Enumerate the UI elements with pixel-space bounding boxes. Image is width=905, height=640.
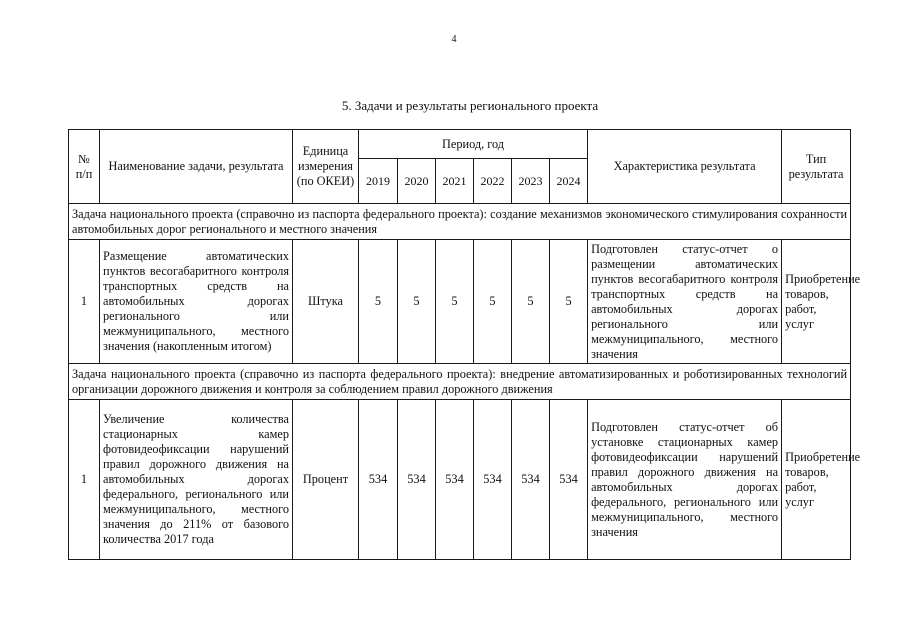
header-name: Наименование задачи, результата	[100, 130, 293, 204]
header-year: 2019	[359, 159, 398, 204]
result-type: Приобретение товаров, работ, услуг	[782, 240, 851, 364]
header-type: Тип результата	[782, 130, 851, 204]
result-value: 5	[436, 240, 474, 364]
result-type: Приобретение товаров, работ, услуг	[782, 400, 851, 560]
result-value: 534	[398, 400, 436, 560]
header-year: 2020	[398, 159, 436, 204]
result-row	[69, 240, 851, 364]
header-year: 2024	[550, 159, 588, 204]
page-number: 4	[451, 34, 457, 45]
result-name: Увеличение количества стационарных камер фотовидеофиксации нарушений правил дорожного движения на автомобильных дорогах федерального, регионального или межмуниципального, местного значения до 211% от базового количества 2017 года	[100, 400, 293, 560]
header-year: 2022	[474, 159, 512, 204]
result-value: 534	[474, 400, 512, 560]
result-unit: Штука	[293, 240, 359, 364]
header-unit: Единица измерения (по ОКЕИ)	[293, 130, 359, 204]
header-year: 2023	[512, 159, 550, 204]
result-characteristic: Подготовлен статус-отчет об установке стационарных камер фотовидеофиксации нарушений правил дорожного движения на автомобильных дорогах федерального, регионального или межмуниципального, местного значения	[588, 400, 782, 560]
result-value: 534	[436, 400, 474, 560]
header-year: 2021	[436, 159, 474, 204]
result-characteristic: Подготовлен статус-отчет о размещении автоматических пунктов весогабаритного контроля транспортных средств на автомобильных дорогах регионального или межмуниципального, местного значения	[588, 240, 782, 364]
task-description: Задача национального проекта (справочно из паспорта федерального проекта): создание механизмов экономического стимулирования сохранности автомобильных дорог регионального и местного значения	[69, 204, 851, 240]
result-value: 534	[359, 400, 398, 560]
result-value: 5	[398, 240, 436, 364]
row-number: 1	[69, 240, 100, 364]
task-description: Задача национального проекта (справочно из паспорта федерального проекта): внедрение автоматизированных и роботизированных технологий организации дорожного движения и контроля за соблюдением правил дорожного движения	[69, 364, 851, 400]
result-value: 534	[512, 400, 550, 560]
result-unit: Процент	[293, 400, 359, 560]
header-row	[69, 130, 851, 159]
result-row	[69, 400, 851, 560]
result-value: 5	[550, 240, 588, 364]
task-row	[69, 204, 851, 240]
section-title: 5. Задачи и результаты регионального проекта	[341, 98, 599, 113]
header-num: № п/п	[69, 130, 100, 204]
results-table	[68, 129, 861, 560]
result-value: 5	[474, 240, 512, 364]
result-value: 5	[512, 240, 550, 364]
row-number: 1	[69, 400, 100, 560]
header-period: Период, год	[359, 130, 588, 159]
result-value: 5	[359, 240, 398, 364]
result-value: 534	[550, 400, 588, 560]
result-name: Размещение автоматических пунктов весогабаритного контроля транспортных средств на автомобильных дорогах регионального или межмуниципального, местного значения (накопленным итогом)	[100, 240, 293, 364]
header-characteristic: Характеристика результата	[588, 130, 782, 204]
task-row	[69, 364, 851, 400]
